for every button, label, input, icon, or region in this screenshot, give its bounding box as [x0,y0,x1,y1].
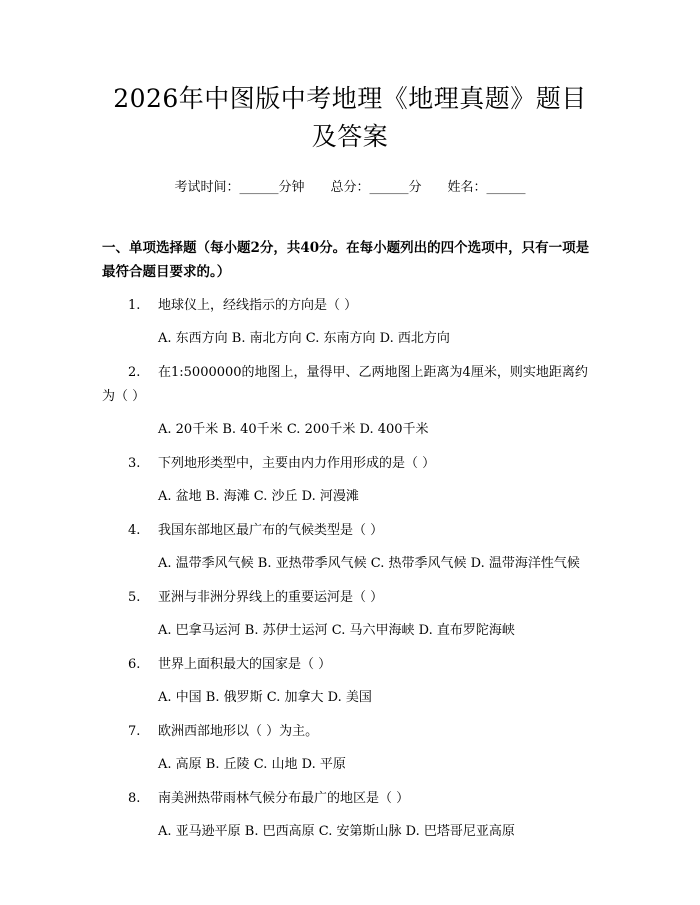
question-number: 1. [128,298,141,313]
question-text: 1. 地球仪上，经线指示的方向是（ ） [102,294,598,318]
question-number: 7. [128,724,141,739]
question-text: 6. 世界上面积最大的国家是（ ） [102,653,598,677]
question-text: 4. 我国东部地区最广布的气候类型是（ ） [102,519,598,543]
question-item [102,519,598,576]
exam-time: 考试时间：______分钟 [174,180,305,195]
exam-score: 总分：______分 [330,180,422,195]
question-item [102,653,598,710]
question-list [102,294,598,844]
question-number: 5. [128,590,141,605]
question-number: 3. [128,456,141,471]
question-options: A. 温带季风气候 B. 亚热带季风气候 C. 热带季风气候 D. 温带海洋性气候 [158,556,580,571]
question-item [102,586,598,643]
question-item [102,294,598,351]
question-number: 6. [128,657,141,672]
exam-name: 姓名：______ [447,180,526,195]
question-item [102,787,598,844]
question-number: 2. [128,365,141,380]
question-text: 2. 在1:5000000的地图上，量得甲、乙两地图上距离为4厘米，则实地距离约为（ ） [102,361,598,409]
question-number: 4. [128,523,141,538]
question-options: A. 20千米 B. 40千米 C. 200千米 D. 400千米 [158,422,429,437]
question-item [102,361,598,442]
question-text: 5. 亚洲与非洲分界线上的重要运河是（ ） [102,586,598,610]
question-text: 3. 下列地形类型中，主要由内力作用形成的是（ ） [102,452,598,476]
question-options: A. 亚马逊平原 B. 巴西高原 C. 安第斯山脉 D. 巴塔哥尼亚高原 [158,824,515,839]
question-text: 7. 欧洲西部地形以（ ）为主。 [102,720,598,744]
question-item [102,720,598,777]
section-heading: 一、单项选择题（每小题2分，共40分。在每小题列出的四个选项中，只有一项是最符合题目要求的。） [102,240,590,280]
question-options: A. 盆地 B. 海滩 C. 沙丘 D. 河漫滩 [158,489,359,504]
question-number: 8. [128,791,141,806]
question-text: 8. 南美洲热带雨林气候分布最广的地区是（ ） [102,787,598,811]
exam-meta [102,178,598,198]
question-item [102,452,598,509]
question-options: A. 中国 B. 俄罗斯 C. 加拿大 D. 美国 [158,690,372,705]
question-options: A. 巴拿马运河 B. 苏伊士运河 C. 马六甲海峡 D. 直布罗陀海峡 [158,623,515,638]
document-title: 2026年中图版中考地理《地理真题》题目及答案 [113,84,587,151]
question-options: A. 高原 B. 丘陵 C. 山地 D. 平原 [158,757,346,772]
question-options: A. 东西方向 B. 南北方向 C. 东南方向 D. 西北方向 [158,331,450,346]
